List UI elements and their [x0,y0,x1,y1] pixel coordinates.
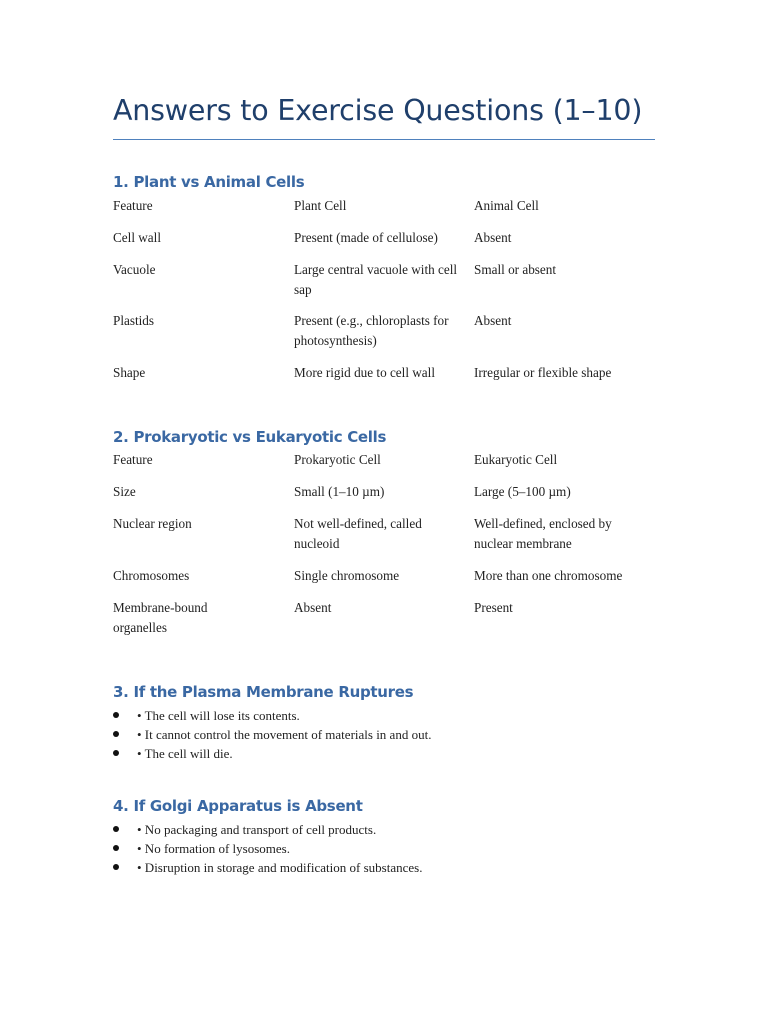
table-cell: Irregular or flexible shape [474,365,612,380]
list-item-text: • No packaging and transport of cell products. [137,822,377,837]
table-cell: Shape [113,365,146,380]
table-cell: More rigid due to cell wall [294,365,435,380]
table-cell: Large central vacuole with cell sap [294,262,458,297]
section-heading: 3. If the Plasma Membrane Ruptures [113,683,414,701]
table-cell: Present [474,600,513,615]
list-item-text: • No formation of lysosomes. [137,841,290,856]
table-cell: Plant Cell [294,198,347,213]
table-cell: Membrane-bound organelles [113,600,208,635]
table-cell: Feature [113,198,153,213]
table-cell: Not well-defined, called nucleoid [294,516,422,551]
table-cell: Present (made of cellulose) [294,230,438,245]
list-item-text: • It cannot control the movement of materials in and out. [137,727,432,742]
bullet-icon [113,712,119,718]
document-title: Answers to Exercise Questions (1–10) [113,94,643,127]
table-cell: Well-defined, enclosed by nuclear membrane [474,516,612,551]
title-underline [113,139,655,140]
table-cell: More than one chromosome [474,568,623,583]
table-cell: Size [113,484,136,499]
section-heading: 4. If Golgi Apparatus is Absent [113,797,363,815]
table-cell: Cell wall [113,230,161,245]
table-cell: Small (1–10 µm) [294,484,385,499]
table-cell: Plastids [113,313,155,328]
section-prokaryotic-vs-eukaryotic [113,427,673,635]
section-heading: 1. Plant vs Animal Cells [113,173,305,191]
list-item-text: • The cell will lose its contents. [137,708,300,723]
table-cell: Animal Cell [474,198,539,213]
bullet-icon [113,826,119,832]
bullet-icon [113,731,119,737]
table-cell: Single chromosome [294,568,400,583]
section-golgi-apparatus [113,796,673,875]
table-cell: Present (e.g., chloroplasts for photosynthesis) [294,313,449,348]
list-item-text: • The cell will die. [137,746,233,761]
table-cell: Large (5–100 µm) [474,484,571,499]
table-cell: Nuclear region [113,516,192,531]
table-cell: Vacuole [113,262,156,277]
table-cell: Prokaryotic Cell [294,452,381,467]
section-plasma-membrane [113,682,673,761]
bullet-icon [113,864,119,870]
table-cell: Chromosomes [113,568,190,583]
table-cell: Feature [113,452,153,467]
bullet-icon [113,750,119,756]
table-cell: Small or absent [474,262,557,277]
list-item-text: • Disruption in storage and modification of substances. [137,860,423,875]
section-heading: 2. Prokaryotic vs Eukaryotic Cells [113,428,387,446]
table-cell: Absent [294,600,332,615]
section-plant-vs-animal [113,172,673,380]
table-cell: Absent [474,230,512,245]
table-cell: Eukaryotic Cell [474,452,558,467]
table-cell: Absent [474,313,512,328]
bullet-icon [113,845,119,851]
